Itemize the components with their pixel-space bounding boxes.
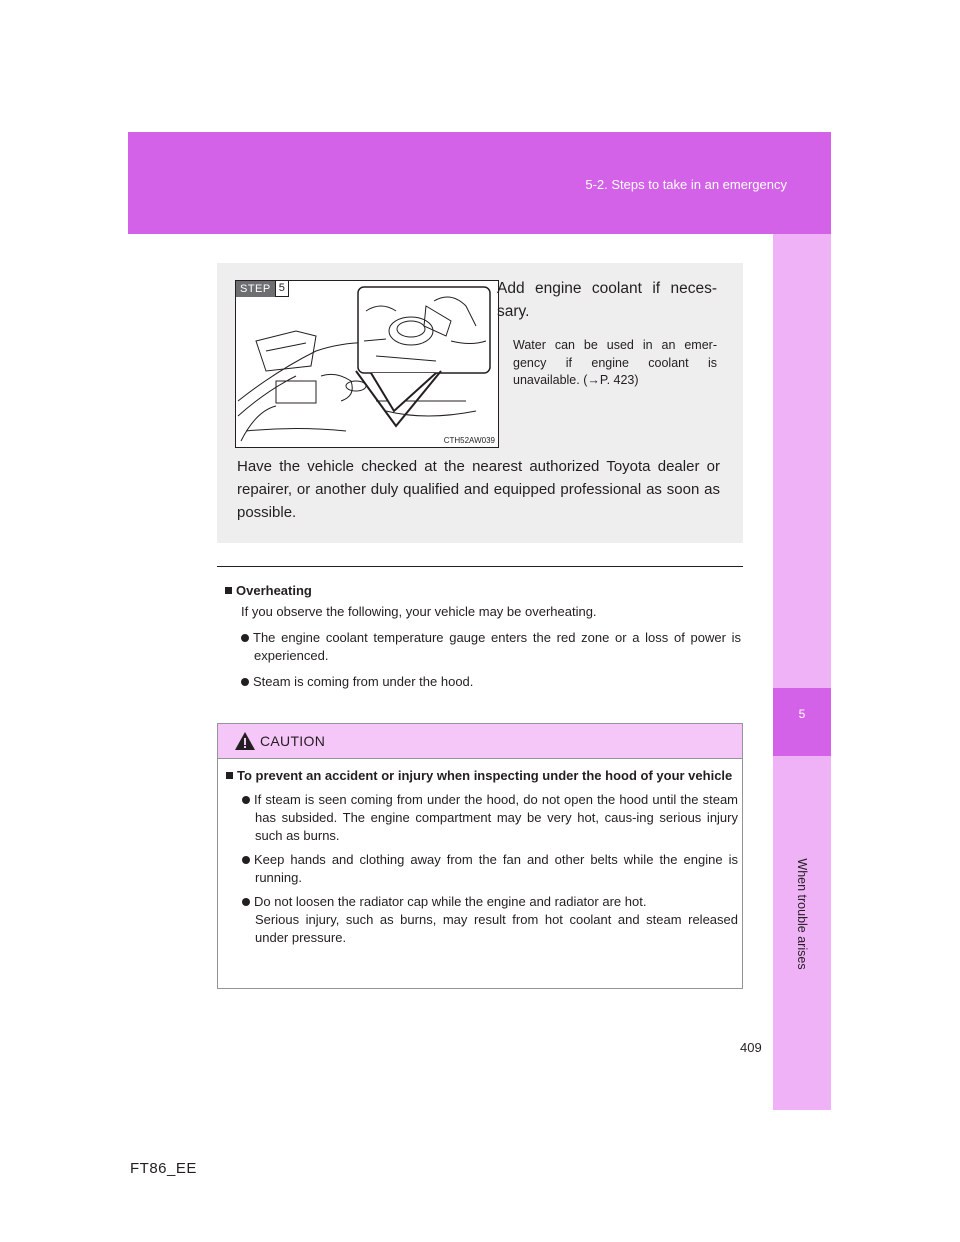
list-item: Steam is coming from under the hood. [241, 673, 741, 691]
step-note: Water can be used in an emer-gency if engine coolant is unavailable. (→P. 423) [513, 338, 717, 387]
page-number: 409 [740, 1040, 762, 1055]
bullet-dot-icon [242, 856, 250, 864]
overheating-section [225, 583, 741, 699]
step-label: STEP [236, 281, 275, 297]
square-bullet-icon [226, 772, 233, 779]
caution-box [217, 723, 743, 989]
overheating-title: Overheating [225, 583, 741, 598]
list-item: Keep hands and clothing away from the fan and other belts while the engine is running. [242, 851, 738, 887]
chapter-number: 5 [798, 707, 806, 721]
caution-body [226, 766, 738, 953]
caution-label: CAUTION [260, 733, 326, 749]
caution-title: To prevent an accident or injury when inspecting under the hood of your vehicle [226, 766, 738, 785]
list-item: If steam is seen coming from under the hood, do not open the hood until the steam has subsided. The engine compartment may be very hot, caus-ing serious injury such as burns. [242, 791, 738, 845]
overheating-intro: If you observe the following, your vehicle may be overheating. [241, 604, 597, 619]
section-divider [217, 566, 743, 567]
header-bar [128, 132, 831, 234]
square-bullet-icon [225, 587, 232, 594]
list-item: Do not loosen the radiator cap while the engine and radiator are hot. [242, 893, 738, 911]
caution-continuation: Serious injury, such as burns, may result from hot coolant and steam released under pressure. [255, 912, 738, 945]
bullet-dot-icon [242, 796, 250, 804]
section-title: 5-2. Steps to take in an emergency [585, 177, 787, 192]
step-footer-text: Have the vehicle checked at the nearest authorized Toyota dealer or repairer, or another duly qualified and equipped professional as soon as possible. [237, 458, 720, 521]
chapter-number-box [773, 688, 831, 756]
bullet-dot-icon [241, 678, 249, 686]
illustration-code: CTH52AW039 [443, 436, 495, 445]
bullet-dot-icon [241, 634, 249, 642]
engine-illustration [235, 280, 499, 448]
warning-triangle-icon [234, 731, 256, 751]
bullet-dot-icon [242, 898, 250, 906]
chapter-side-tab [773, 234, 831, 1110]
engine-bay-icon [236, 281, 498, 447]
list-item: The engine coolant temperature gauge enters the red zone or a loss of power is experienced. [241, 629, 741, 665]
document-code: FT86_EE [130, 1160, 197, 1177]
step-heading: Add engine coolant if neces-sary. [497, 280, 717, 320]
caution-header [218, 724, 742, 759]
chapter-title: When trouble arises [795, 858, 809, 970]
step-number: 5 [275, 281, 289, 297]
step-badge [236, 281, 289, 297]
step-panel [217, 263, 743, 543]
